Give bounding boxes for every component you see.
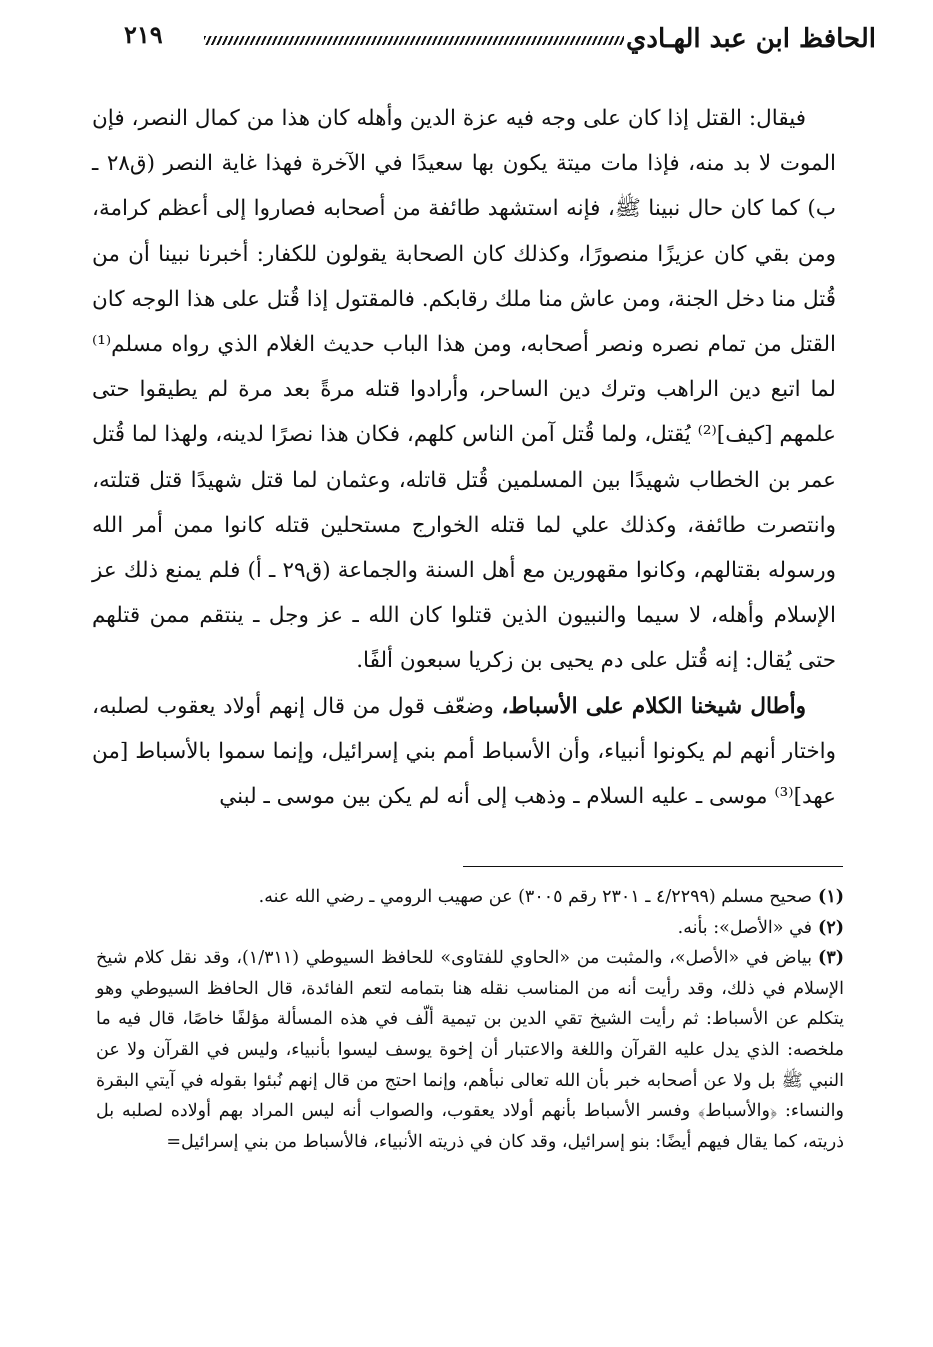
footnote-3 [96,943,844,1157]
footnote-text: بياض في «الأصل»، والمثبت من «الحاوي للفتاوى» للحافظ السيوطي (١/٣١١)، وقد نقل كلام شيخ الإسلام في ذلك، وقد رأيت أنه من المناسب نقله هنا بتمامه لتعم الفائدة، قال الحافظ السيوطي وهو يتكلم عن الأسباط: ثم رأيت الشيخ تقي الدين بن تيمية ألّف في هذه المسألة مؤلفًا خاصًا، قال فيه ما ملخصه: الذي يدل عليه القرآن واللغة والاعتبار أن إخوة يوسف ليسوا بأنبياء، وليس في القرآن ولا عن النبي ﷺ بل ولا عن أصحابه خبر بأن الله تعالى نبأهم، وإنما احتج من قال إنهم نُبئوا بقوله في آيتي البقرة والنساء: ﴿والأسباط﴾ وفسر الأسباط بأنهم أولاد يعقوب، والصواب أنه ليس المراد بهم أولاده لصلبه بل ذريته، كما يقال فيهم أيضًا: بنو إسرائيل، وقد كان في ذريته الأنبياء، فالأسباط من بني إسرائيل= [96,948,844,1152]
footnote-2 [96,913,844,944]
main-text [92,96,836,819]
footnote-number: (٣) [818,948,844,969]
running-title: الحافظ ابن عبد الهـادي [626,24,876,54]
page-header [96,16,876,62]
page-number: ٢١٩ [124,20,163,49]
footnote-text: في «الأصل»: بأنه. [677,917,813,938]
paragraph-2-rest: وضعّف قول من قال إنهم أولاد يعقوب لصلبه، واختار أنهم لم يكونوا أنبياء، وأن الأسباط أمم بني إسرائيل، وإنما سموا بالأسباط [من عهد]⁽³⁾ موسى ـ عليه السلام ـ وذهب إلى أنه لم يكن بين موسى ـ لبني [92,693,836,810]
footnotes [96,882,844,1157]
footnote-separator [463,866,843,867]
paragraph-1: فيقال: القتل إذا كان على وجه فيه عزة الدين وأهله كان هذا من كمال النصر، فإن الموت لا بد منه، فإذا مات ميتة يكون بها سعيدًا في الآخرة فهذا غاية النصر (ق٢٨ ـ ب) كما كان حال نبينا ﷺ، فإنه استشهد طائفة من أصحابه فصاروا إلى أعظم كرامة، ومن بقي كان عزيزًا منصورًا، وكذلك كان الصحابة يقولون للكفار: أخبرنا نبينا أن من قُتل منا دخل الجنة، ومن عاش منا ملك رقابكم. فالمقتول إذا قُتل على هذا الوجه كان القتل من تمام نصره ونصر أصحابه، ومن هذا الباب حديث الغلام الذي رواه مسلم⁽¹⁾ لما اتبع دين الراهب وترك دين الساحر، وأرادوا قتله مرةً بعد مرة لم يطيقوا حتى علمهم [كيف]⁽²⁾ يُقتل، ولما قُتل آمن الناس كلهم، فكان هذا نصرًا لدينه، ولهذا لما قُتل عمر بن الخطاب شهيدًا بين المسلمين قُتل قاتله، وعثمان لما قتل شهيدًا قتل قتلته، وانتصرت طائفة، وكذلك علي لما قتله الخوارج مستحلين قتله كانوا ممن أمر الله ورسوله بقتالهم، وكانوا مقهورين مع أهل السنة والجماعة (ق٢٩ ـ أ) فلم يمنع ذلك عز الإسلام وأهله، لا سيما والنبيون الذين قتلوا كان الله ـ عز وجل ـ ينتقم ممن قتلهم حتى يُقال: إنه قُتل على دم يحيى بن زكريا سبعون ألفًا. [92,106,837,674]
footnote-text: صحيح مسلم (٤/٢٢٩٩ ـ ٢٣٠١ رقم ٣٠٠٥) عن صهيب الرومي ـ رضي الله عنه. [258,887,813,907]
footnote-1 [96,882,844,913]
paragraph-2 [92,684,836,820]
footnote-number: (١) [818,887,844,907]
footnote-number: (٢) [818,917,844,938]
paragraph-2-lead: وأطال شيخنا الكلام على الأسباط، [501,693,806,719]
header-decorative-rule [204,36,624,45]
